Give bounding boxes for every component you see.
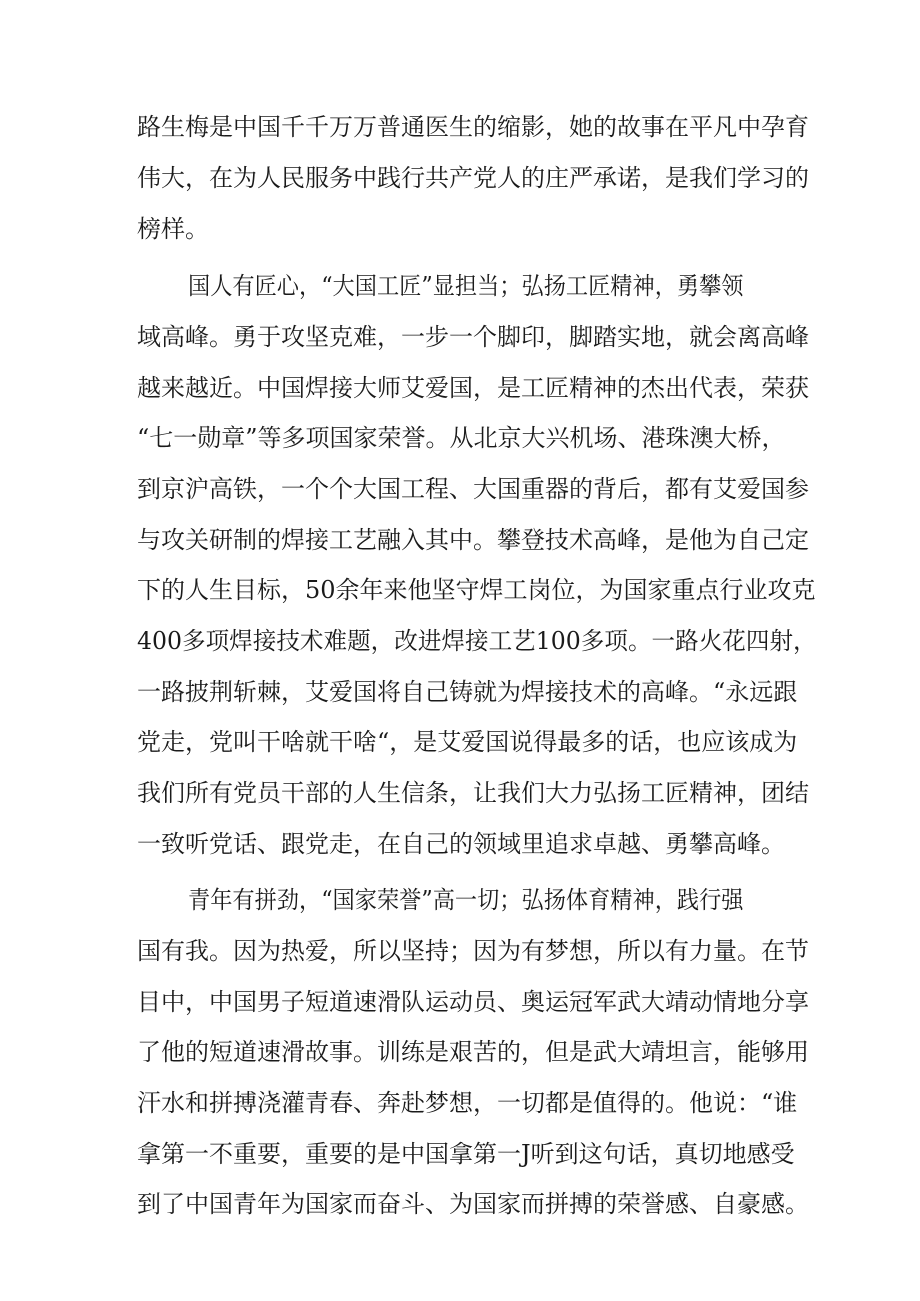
paragraph-2-line-11: 我们所有党员干部的人生信条，让我们大力弘扬工匠精神，团结 (137, 779, 809, 807)
paragraph-2-line-3: 越来越近。中国焊接大师艾爱国，是工匠精神的杰出代表，荣获 (137, 374, 809, 402)
paragraph-2-line-4: “七一勋章”等多项国家荣誉。从北京大兴机场、港珠澳大桥， (137, 424, 786, 452)
paragraph-2-line-8: 400多项焊接技术难题，改进焊接工艺100多项。一路火花四射， (137, 627, 817, 655)
paragraph-2-line-5: 到京沪高铁，一个个大国工程、大国重器的背后，都有艾爱国参 (137, 475, 809, 503)
paragraph-3-line-7: 到了中国青年为国家而奋斗、为国家而拼搏的荣誉感、自豪感。 (137, 1190, 809, 1218)
paragraph-3-line-3: 目中，中国男子短道速滑队运动员、奥运冠军武大靖动情地分享 (137, 988, 809, 1016)
paragraph-1-line-2: 伟大，在为人民服务中践行共产党人的庄严承诺，是我们学习的 (137, 164, 809, 192)
paragraph-2-line-6: 与攻关研制的焊接工艺融入其中。攀登技术高峰，是他为自己定 (137, 526, 809, 554)
paragraph-2-line-1: 国人有匠心，“大国工匠”显担当；弘扬工匠精神，勇攀领 (188, 272, 744, 300)
paragraph-2-line-7: 下的人生目标，50余年来他坚守焊工岗位，为国家重点行业攻克 (137, 576, 816, 604)
paragraph-3-line-2: 国有我。因为热爱，所以坚持；因为有梦想，所以有力量。在节 (137, 937, 809, 965)
paragraph-3-line-4: 了他的短道速滑故事。训练是艰苦的，但是武大靖坦言，能够用 (137, 1038, 809, 1066)
paragraph-3-line-5: 汗水和拼搏浇灌青春、奔赴梦想，一切都是值得的。他说：“谁 (137, 1089, 798, 1117)
paragraph-2-line-12: 一致听党话、跟党走，在自己的领域里追求卓越、勇攀高峰。 (137, 830, 785, 858)
paragraph-1-line-3: 榜样。 (137, 215, 209, 243)
paragraph-3-line-1: 青年有拼劲，“国家荣誉”高一切；弘扬体育精神，践行强 (188, 886, 744, 914)
paragraph-2-line-10: 党走，党叫干啥就干啥“，是艾爱国说得最多的话，也应该成为 (137, 728, 798, 756)
paragraph-1-line-1: 路生梅是中国千千万万普通医生的缩影，她的故事在平凡中孕育 (137, 113, 809, 141)
paragraph-2-line-2: 域高峰。勇于攻坚克难，一步一个脚印，脚踏实地，就会离高峰 (137, 323, 809, 351)
paragraph-3-line-6: 拿第一不重要，重要的是中国拿第一J听到这句话，真切地感受 (137, 1140, 795, 1168)
paragraph-2-line-9: 一路披荆斩棘，艾爱国将自己铸就为焊接技术的高峰。“永远跟 (137, 678, 798, 706)
